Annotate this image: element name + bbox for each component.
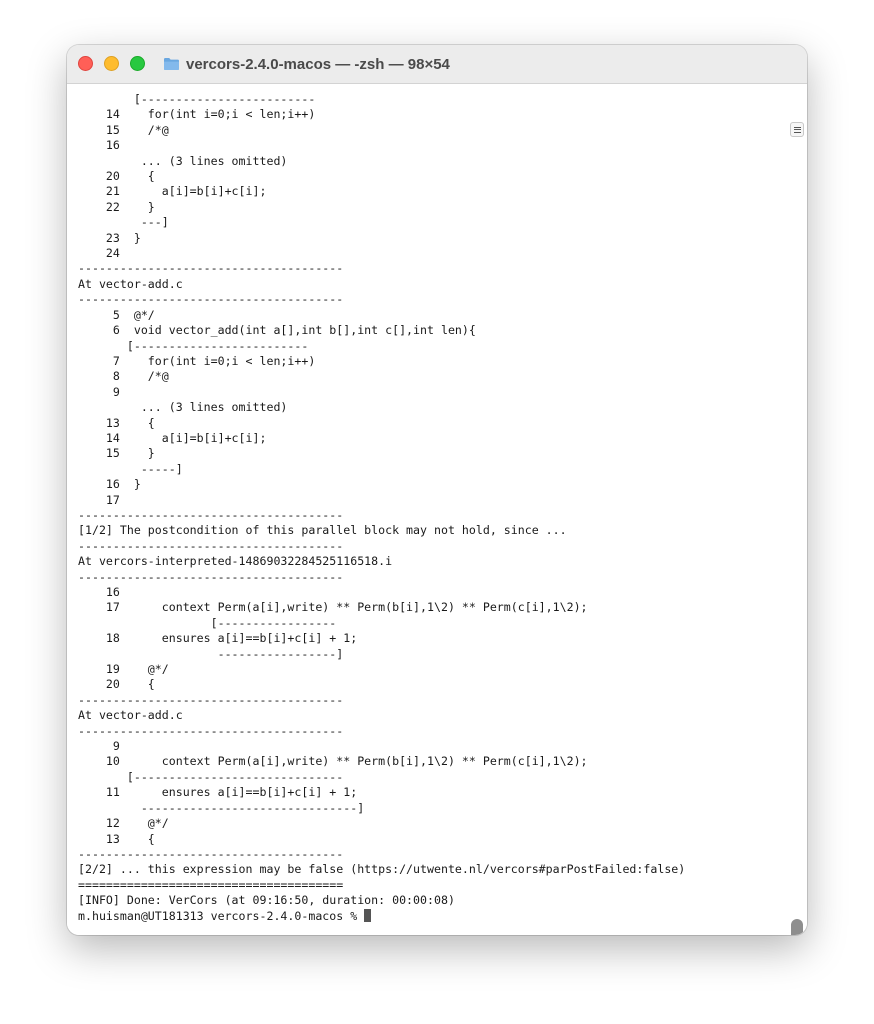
terminal-line: 11 ensures a[i]==b[i]+c[i] + 1; <box>78 785 358 800</box>
terminal-line: 15 } <box>78 446 155 461</box>
terminal-line: 13 { <box>78 831 155 846</box>
output-lines <box>78 92 685 907</box>
terminal-line: 16 <box>78 138 120 153</box>
terminal-line: 9 <box>78 739 120 754</box>
terminal-line: 14 a[i]=b[i]+c[i]; <box>78 430 267 445</box>
minimize-window-button[interactable] <box>104 56 119 71</box>
terminal-line: 21 a[i]=b[i]+c[i]; <box>78 184 267 199</box>
terminal-line: [------------------------------ <box>78 769 344 784</box>
terminal-line: [----------------- <box>78 615 337 630</box>
text-cursor <box>364 909 371 922</box>
terminal-line: 13 { <box>78 415 155 430</box>
terminal-line: 20 { <box>78 677 155 692</box>
terminal-line: ... (3 lines omitted) <box>78 400 288 415</box>
terminal-line: 16 <box>78 585 120 599</box>
terminal-line: 24 <box>78 246 120 261</box>
vertical-scrollbar[interactable] <box>789 140 805 930</box>
terminal-line: -------------------------------------- <box>78 723 344 738</box>
window-title: vercors-2.4.0-macos — -zsh — 98×54 <box>186 55 450 73</box>
window-title-group <box>163 45 450 83</box>
terminal-line: [INFO] Done: VerCors (at 09:16:50, duration: 00:00:08) <box>78 893 455 908</box>
terminal-line: -----] <box>78 461 183 476</box>
terminal-line: 20 { <box>78 169 155 184</box>
terminal-line: ====================================== <box>78 877 344 892</box>
terminal-line: At vercors-interpreted-14869032284525116518.i <box>78 554 393 569</box>
terminal-line: 8 /*@ <box>78 369 169 384</box>
terminal-line: 19 @*/ <box>78 662 169 677</box>
terminal-line: -------------------------------------- <box>78 538 344 553</box>
terminal-line: [------------------------- <box>78 338 309 353</box>
terminal-output[interactable] <box>78 92 685 924</box>
terminal-content[interactable] <box>67 84 807 935</box>
terminal-line: 10 context Perm(a[i],write) ** Perm(b[i],1\2) ** Perm(c[i],1\2); <box>78 754 588 769</box>
scrollbar-thumb[interactable] <box>791 919 803 935</box>
terminal-line: -----------------] <box>78 646 344 661</box>
terminal-line: [------------------------- <box>78 92 316 106</box>
terminal-line: 9 <box>78 384 120 399</box>
terminal-line: 5 @*/ <box>78 307 155 322</box>
title-bar[interactable] <box>67 45 807 84</box>
terminal-line: At vector-add.c <box>78 276 183 291</box>
terminal-line: [2/2] ... this expression may be false (https://utwente.nl/vercors#parPostFailed:false) <box>78 862 686 877</box>
terminal-line: [1/2] The postcondition of this parallel block may not hold, since ... <box>78 523 567 538</box>
zoom-window-button[interactable] <box>130 56 145 71</box>
terminal-line: 16 } <box>78 477 141 492</box>
terminal-line: -------------------------------------- <box>78 507 344 522</box>
folder-icon <box>163 57 180 71</box>
terminal-line: 23 } <box>78 230 141 245</box>
close-window-button[interactable] <box>78 56 93 71</box>
terminal-line: -------------------------------------- <box>78 292 344 307</box>
terminal-line: 22 } <box>78 199 155 214</box>
terminal-line: -------------------------------] <box>78 800 365 815</box>
terminal-line: ---] <box>78 215 169 230</box>
terminal-line: 7 for(int i=0;i < len;i++) <box>78 353 316 368</box>
terminal-line: 14 for(int i=0;i < len;i++) <box>78 107 316 122</box>
terminal-line: 18 ensures a[i]==b[i]+c[i] + 1; <box>78 631 358 646</box>
terminal-line: 6 void vector_add(int a[],int b[],int c[],int len){ <box>78 323 476 338</box>
shell-prompt: m.huisman@UT181313 vercors-2.4.0-macos % <box>78 908 365 923</box>
terminal-line: 17 context Perm(a[i],write) ** Perm(b[i],1\2) ** Perm(c[i],1\2); <box>78 600 588 615</box>
terminal-line: -------------------------------------- <box>78 569 344 584</box>
terminal-line: At vector-add.c <box>78 708 183 723</box>
terminal-line: -------------------------------------- <box>78 846 344 861</box>
terminal-window <box>67 45 807 935</box>
terminal-line: ... (3 lines omitted) <box>78 153 288 168</box>
terminal-line: 12 @*/ <box>78 816 169 831</box>
terminal-line: 17 <box>78 492 120 507</box>
terminal-line: 15 /*@ <box>78 122 169 137</box>
terminal-line: -------------------------------------- <box>78 692 344 707</box>
scroll-marks-icon[interactable] <box>790 122 804 137</box>
terminal-line: -------------------------------------- <box>78 261 344 276</box>
